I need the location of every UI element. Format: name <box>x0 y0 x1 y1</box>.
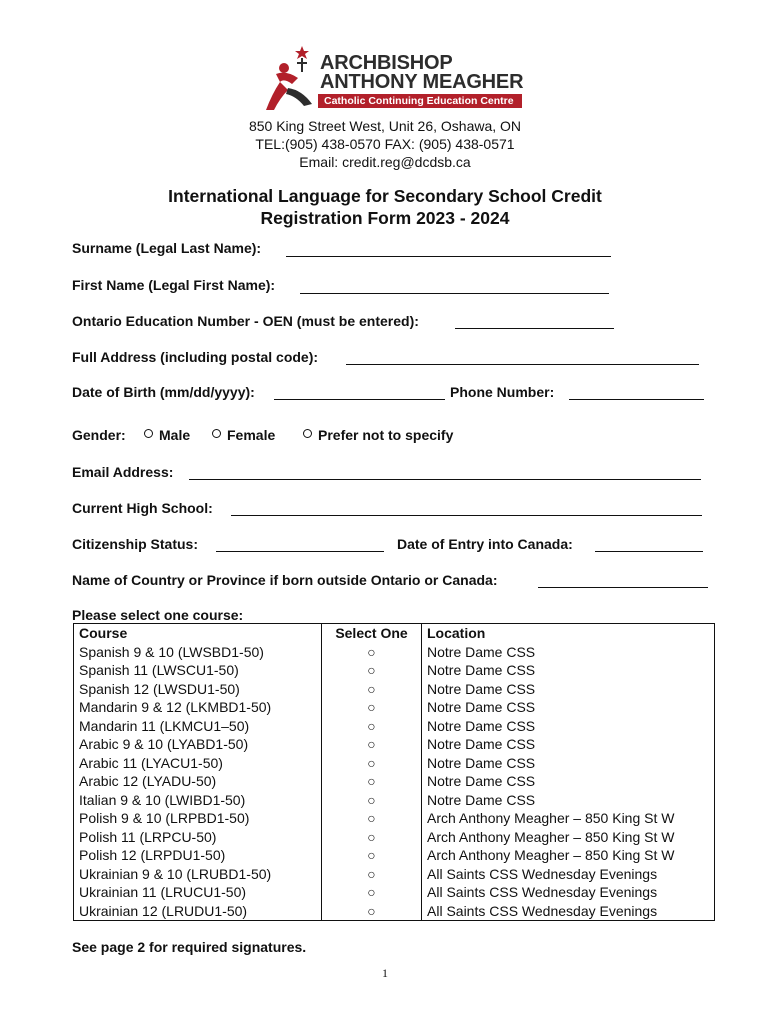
course-name: Mandarin 11 (LKMCU1–50) <box>74 717 322 736</box>
course-select-radio[interactable]: ○ <box>322 865 422 884</box>
course-row <box>74 809 715 828</box>
course-select-radio[interactable]: ○ <box>322 735 422 754</box>
first-name-label: First Name (Legal First Name): <box>72 277 276 293</box>
course-location: Arch Anthony Meagher – 850 King St W <box>422 828 715 847</box>
course-select-radio[interactable]: ○ <box>322 698 422 717</box>
radio-icon[interactable] <box>212 429 221 438</box>
course-table <box>73 623 715 921</box>
course-row <box>74 791 715 810</box>
course-name: Polish 9 & 10 (LRPBD1-50) <box>74 809 322 828</box>
course-row <box>74 846 715 865</box>
course-select-radio[interactable]: ○ <box>322 661 422 680</box>
course-table-header <box>74 624 715 643</box>
school-field[interactable] <box>231 515 702 516</box>
address-phone-fax: TEL:(905) 438-0570 FAX: (905) 438-0571 <box>255 136 515 152</box>
course-name: Mandarin 9 & 12 (LKMBD1-50) <box>74 698 322 717</box>
course-name: Spanish 12 (LWSDU1-50) <box>74 680 322 699</box>
course-select-radio[interactable]: ○ <box>322 680 422 699</box>
dob-field[interactable] <box>274 399 445 400</box>
country-label: Name of Country or Province if born outside Ontario or Canada: <box>72 572 498 588</box>
course-location: Arch Anthony Meagher – 850 King St W <box>422 846 715 865</box>
course-name: Ukrainian 9 & 10 (LRUBD1-50) <box>74 865 322 884</box>
course-select-radio[interactable]: ○ <box>322 809 422 828</box>
course-name: Arabic 9 & 10 (LYABD1-50) <box>74 735 322 754</box>
course-location: Notre Dame CSS <box>422 754 715 773</box>
phone-label: Phone Number: <box>450 384 555 400</box>
address-street: 850 King Street West, Unit 26, Oshawa, ON <box>248 118 522 134</box>
course-location: Notre Dame CSS <box>422 661 715 680</box>
phone-field[interactable] <box>569 399 704 400</box>
logo-figure-icon <box>262 44 322 112</box>
course-row <box>74 772 715 791</box>
course-row <box>74 717 715 736</box>
course-select-radio[interactable]: ○ <box>322 643 422 662</box>
course-select-radio[interactable]: ○ <box>322 717 422 736</box>
address-label: Full Address (including postal code): <box>72 349 319 365</box>
logo-line-1: ARCHBISHOP <box>320 52 453 74</box>
course-location: All Saints CSS Wednesday Evenings <box>422 883 715 902</box>
course-row <box>74 680 715 699</box>
gender-option-female[interactable] <box>212 427 275 443</box>
course-name: Ukrainian 11 (LRUCU1-50) <box>74 883 322 902</box>
course-row <box>74 902 715 921</box>
school-label: Current High School: <box>72 500 213 516</box>
course-name: Polish 11 (LRPCU-50) <box>74 828 322 847</box>
gender-female-label: Female <box>227 427 276 443</box>
entry-date-field[interactable] <box>595 551 703 552</box>
form-title-line-2: Registration Form 2023 - 2024 <box>260 208 510 228</box>
course-location: Notre Dame CSS <box>422 680 715 699</box>
course-row <box>74 735 715 754</box>
course-name: Italian 9 & 10 (LWIBD1-50) <box>74 791 322 810</box>
course-select-radio[interactable]: ○ <box>322 902 422 921</box>
country-field[interactable] <box>538 587 708 588</box>
course-row <box>74 698 715 717</box>
gender-option-male[interactable] <box>144 427 190 443</box>
oen-label: Ontario Education Number - OEN (must be entered): <box>72 313 419 329</box>
email-field[interactable] <box>189 479 701 480</box>
course-location: Notre Dame CSS <box>422 735 715 754</box>
course-name: Polish 12 (LRPDU1-50) <box>74 846 322 865</box>
citizenship-field[interactable] <box>216 551 384 552</box>
course-name: Arabic 11 (LYACU1-50) <box>74 754 322 773</box>
form-title-line-1: International Language for Secondary School Credit <box>168 186 602 206</box>
course-location: Notre Dame CSS <box>422 717 715 736</box>
course-location: All Saints CSS Wednesday Evenings <box>422 865 715 884</box>
course-location: Notre Dame CSS <box>422 698 715 717</box>
course-select-radio[interactable]: ○ <box>322 828 422 847</box>
address-field[interactable] <box>346 364 699 365</box>
course-name: Arabic 12 (LYADU-50) <box>74 772 322 791</box>
column-header-location: Location <box>422 624 715 643</box>
dob-label: Date of Birth (mm/dd/yyyy): <box>72 384 255 400</box>
course-select-radio[interactable]: ○ <box>322 846 422 865</box>
course-select-radio[interactable]: ○ <box>322 772 422 791</box>
email-label: Email Address: <box>72 464 174 480</box>
column-header-select: Select One <box>322 624 422 643</box>
gender-unspecified-label: Prefer not to specify <box>318 427 454 443</box>
course-location: Notre Dame CSS <box>422 643 715 662</box>
logo-subtitle: Catholic Continuing Education Centre <box>318 94 522 108</box>
course-row <box>74 828 715 847</box>
course-location: All Saints CSS Wednesday Evenings <box>422 902 715 921</box>
gender-option-unspecified[interactable] <box>303 427 453 443</box>
course-row <box>74 865 715 884</box>
course-row <box>74 661 715 680</box>
course-select-radio[interactable]: ○ <box>322 883 422 902</box>
address-email: Email: credit.reg@dcdsb.ca <box>299 154 471 170</box>
radio-icon[interactable] <box>303 429 312 438</box>
course-location: Notre Dame CSS <box>422 772 715 791</box>
surname-label: Surname (Legal Last Name): <box>72 240 262 256</box>
gender-male-label: Male <box>159 427 191 443</box>
course-name: Spanish 9 & 10 (LWSBD1-50) <box>74 643 322 662</box>
entry-date-label: Date of Entry into Canada: <box>397 536 573 552</box>
course-row <box>74 754 715 773</box>
oen-field[interactable] <box>455 328 614 329</box>
gender-label: Gender: <box>72 427 126 443</box>
signature-note: See page 2 for required signatures. <box>72 939 307 955</box>
course-name: Spanish 11 (LWSCU1-50) <box>74 661 322 680</box>
surname-field[interactable] <box>286 256 611 257</box>
course-section-heading: Please select one course: <box>72 607 244 623</box>
column-header-course: Course <box>74 624 322 643</box>
course-location: Arch Anthony Meagher – 850 King St W <box>422 809 715 828</box>
course-select-radio[interactable]: ○ <box>322 754 422 773</box>
page-number: 1 <box>382 966 388 980</box>
course-row <box>74 883 715 902</box>
course-row <box>74 643 715 662</box>
first-name-field[interactable] <box>300 293 609 294</box>
citizenship-label: Citizenship Status: <box>72 536 199 552</box>
course-location: Notre Dame CSS <box>422 791 715 810</box>
course-select-radio[interactable]: ○ <box>322 791 422 810</box>
radio-icon[interactable] <box>144 429 153 438</box>
course-name: Ukrainian 12 (LRUDU1-50) <box>74 902 322 921</box>
logo-line-2: ANTHONY MEAGHER <box>320 71 524 93</box>
school-logo <box>262 44 532 114</box>
